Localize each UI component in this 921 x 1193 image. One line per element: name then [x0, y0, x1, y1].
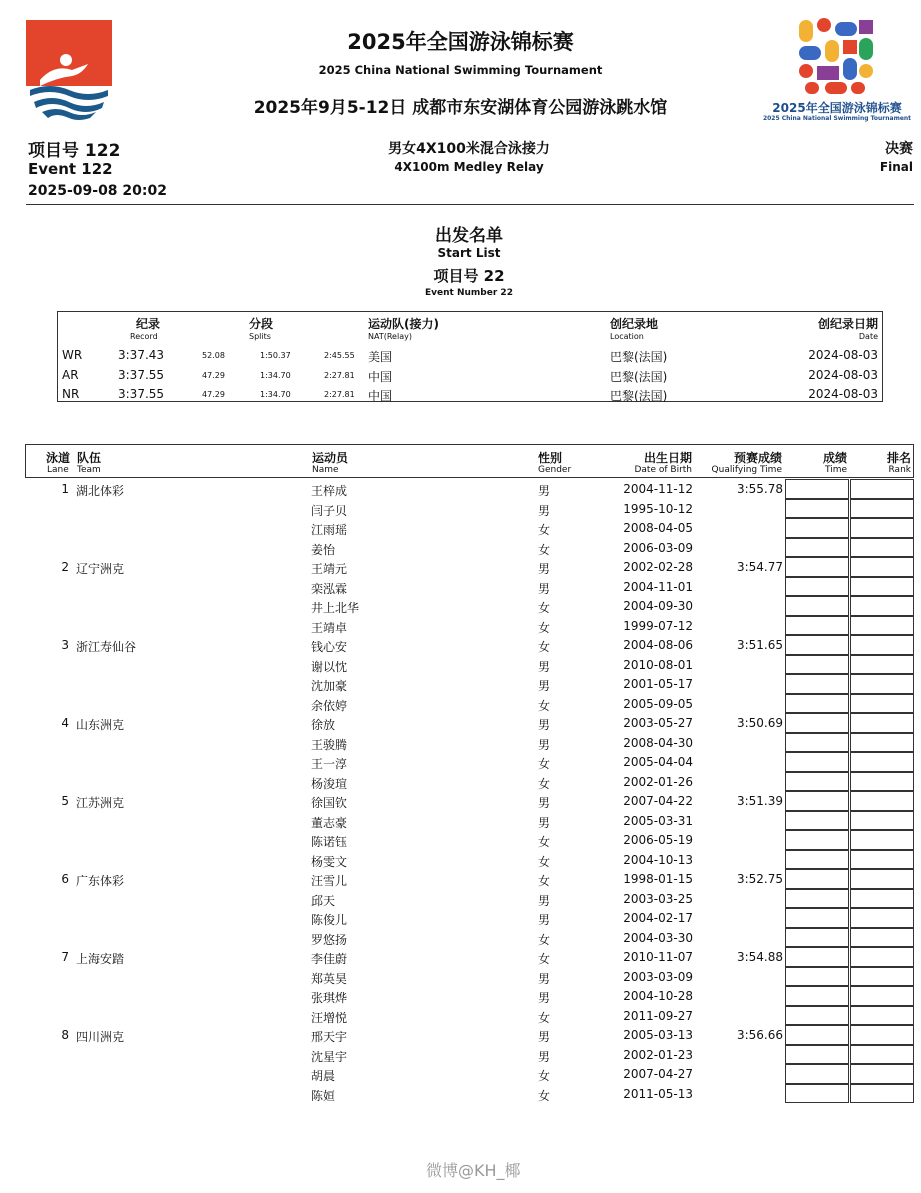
time-entry-box	[785, 616, 849, 636]
time-entry-box	[785, 577, 849, 597]
team-name: 山东洲克	[76, 718, 125, 732]
time-entry-box	[785, 811, 849, 831]
swimmer-name: 杨浚瑄	[311, 776, 348, 791]
rank-entry-box	[850, 1006, 914, 1026]
swimmer-gender: 女	[538, 1088, 551, 1103]
event-number-cn: 项目号 122	[28, 141, 121, 161]
team-row	[25, 557, 914, 635]
swimmer-name: 王靖卓	[311, 620, 348, 635]
swimmer-dob: 2002-01-23	[623, 1047, 693, 1062]
swimmer-gender: 男	[538, 1049, 551, 1064]
team-row	[25, 869, 914, 947]
record-nat: 中国	[368, 369, 393, 384]
swimmer-dob: 2003-03-09	[623, 969, 693, 984]
qualifying-time: 3:56.66	[736, 1028, 783, 1042]
record-split-50: 47.29	[202, 370, 225, 380]
swimmer-gender: 男	[538, 718, 551, 732]
rank-entry-box	[850, 1064, 914, 1084]
round-cn: 决赛	[885, 141, 913, 157]
swimmer-name: 杨雯文	[311, 854, 348, 869]
swimmer-gender: 女	[538, 640, 551, 654]
record-nat: 美国	[368, 350, 393, 364]
rank-entry-box	[850, 830, 914, 850]
swimmer-name: 徐放	[311, 718, 336, 732]
rank-entry-box	[850, 674, 914, 694]
header-dob: 出生日期	[643, 451, 692, 465]
record-split-150: 2:27.81	[324, 370, 355, 380]
time-entry-box	[785, 1006, 849, 1026]
record-type: WR	[62, 348, 83, 362]
lane-number: 3	[61, 638, 69, 652]
swimmer-name: 张琪烨	[311, 991, 348, 1005]
record-split-100: 1:50.37	[260, 351, 291, 360]
rank-entry-box	[850, 967, 914, 987]
rank-entry-box	[850, 791, 914, 811]
swimmer-gender: 男	[538, 796, 551, 810]
swimmer-dob: 2003-05-27	[623, 716, 693, 730]
swimmer-dob: 2006-05-19	[623, 833, 693, 847]
time-entry-box	[785, 694, 849, 714]
record-nat: 中国	[368, 389, 393, 403]
time-entry-box	[785, 713, 849, 733]
swimmer-gender: 男	[538, 991, 551, 1005]
time-entry-box	[785, 967, 849, 987]
swimmer-gender: 女	[538, 854, 551, 869]
time-entry-box	[785, 479, 849, 499]
rank-entry-box	[850, 889, 914, 909]
qualifying-time: 3:50.69	[736, 716, 783, 730]
rank-entry-box	[850, 694, 914, 714]
records-header-location: 创纪录地	[610, 317, 659, 331]
time-entry-box	[785, 869, 849, 889]
records-header-record-en: Record	[130, 332, 158, 341]
tournament-title-cn: 2025年全国游泳锦标赛	[347, 30, 574, 54]
swimmer-dob: 2004-09-30	[623, 599, 693, 613]
swimmer-dob: 2001-05-17	[623, 677, 693, 691]
swimmer-gender: 女	[538, 698, 551, 713]
record-type: AR	[62, 367, 79, 382]
time-entry-box	[785, 889, 849, 909]
rank-entry-box	[850, 499, 914, 519]
swimmer-name: 钱心安	[311, 640, 348, 654]
header-divider	[26, 204, 914, 205]
team-name: 上海安踏	[76, 952, 125, 966]
swimmer-name: 栾泓霖	[311, 581, 348, 596]
swimmer-gender: 女	[538, 757, 551, 771]
swimmer-gender: 男	[538, 679, 551, 693]
record-date: 2024-08-03	[808, 387, 878, 401]
lane-number: 7	[61, 950, 69, 964]
time-entry-box	[785, 655, 849, 675]
rank-entry-box	[850, 616, 914, 636]
swimmer-name: 徐国钦	[311, 796, 348, 810]
weibo-watermark: 微博@KH_椰	[426, 1161, 521, 1180]
swimmer-gender: 女	[538, 523, 551, 537]
swimmer-gender: 男	[538, 581, 551, 596]
qualifying-time: 3:51.39	[736, 794, 783, 808]
swimmer-gender: 女	[538, 542, 551, 557]
header-qualifying-time-en: Qualifying Time	[711, 465, 782, 475]
swimmer-name: 陈俊儿	[311, 913, 348, 927]
swimmer-name: 王一淳	[311, 757, 348, 771]
swimmer-gender: 男	[538, 893, 551, 908]
record-split-150: 2:45.55	[324, 351, 355, 360]
record-date: 2024-08-03	[808, 367, 878, 382]
record-type: NR	[62, 387, 80, 401]
swimmer-gender: 男	[538, 737, 551, 752]
record-location: 巴黎(法国)	[610, 350, 668, 364]
time-entry-box	[785, 772, 849, 792]
swimmer-name: 汪雪儿	[311, 874, 348, 888]
time-entry-box	[785, 850, 849, 870]
swimmer-name: 井上北华	[311, 601, 360, 615]
swimmer-dob: 1995-10-12	[623, 501, 693, 516]
rank-entry-box	[850, 635, 914, 655]
header-rank-en: Rank	[888, 465, 911, 475]
tournament-mosaic-logo-icon	[797, 18, 877, 96]
qualifying-time: 3:55.78	[736, 482, 783, 496]
team-name: 江苏洲克	[76, 796, 125, 810]
records-table	[57, 311, 883, 402]
round-en: Final	[879, 160, 913, 174]
rank-entry-box	[850, 538, 914, 558]
time-entry-box	[785, 1084, 849, 1104]
time-entry-box	[785, 635, 849, 655]
rank-entry-box	[850, 557, 914, 577]
rank-entry-box	[850, 733, 914, 753]
time-entry-box	[785, 538, 849, 558]
rank-entry-box	[850, 752, 914, 772]
swimmer-name: 汪增悦	[311, 1010, 348, 1025]
header-team-en: Team	[77, 465, 101, 475]
header-time-en: Time	[824, 465, 847, 475]
swimmer-name: 江雨瑶	[311, 523, 348, 537]
swimmer-name: 郑英昊	[311, 971, 348, 986]
start-list-header	[25, 444, 914, 478]
time-entry-box	[785, 733, 849, 753]
records-header-record: 纪录	[136, 317, 161, 331]
time-entry-box	[785, 830, 849, 850]
swimmer-name: 罗悠扬	[311, 932, 348, 947]
swimmer-dob: 2004-08-06	[623, 638, 693, 652]
record-time: 3:37.43	[118, 348, 165, 362]
rank-entry-box	[850, 596, 914, 616]
rank-entry-box	[850, 869, 914, 889]
rank-entry-box	[850, 850, 914, 870]
header-gender-en: Gender	[538, 465, 572, 475]
team-row	[25, 479, 914, 557]
swimmer-gender: 男	[538, 562, 551, 576]
time-entry-box	[785, 928, 849, 948]
rank-entry-box	[850, 772, 914, 792]
qualifying-time: 3:54.88	[736, 950, 783, 964]
swimmer-gender: 女	[538, 1010, 551, 1025]
header-name: 运动员	[312, 451, 349, 465]
rank-entry-box	[850, 928, 914, 948]
records-header-location-en: Location	[610, 332, 644, 341]
swimmer-gender: 男	[538, 659, 551, 674]
swimmer-name: 王靖元	[311, 562, 348, 576]
record-time: 3:37.55	[118, 367, 165, 382]
records-header-nat: 运动队(接力)	[368, 317, 439, 331]
logo-caption-en: 2025 China National Swimming Tournament	[762, 115, 912, 122]
swimmer-name: 胡晨	[311, 1069, 336, 1083]
lane-number: 8	[61, 1028, 69, 1042]
time-entry-box	[785, 986, 849, 1006]
lane-number: 1	[61, 482, 69, 496]
record-split-50: 52.08	[202, 351, 225, 360]
header-name-en: Name	[312, 465, 339, 475]
event-number-title-en: Event Number 22	[425, 288, 513, 298]
team-row	[25, 713, 914, 791]
swimmer-dob: 2006-03-09	[623, 540, 693, 555]
team-name: 湖北体彩	[76, 484, 125, 498]
record-date: 2024-08-03	[808, 348, 878, 362]
swimmer-dob: 2011-09-27	[623, 1008, 693, 1023]
swimmer-gender: 男	[538, 815, 551, 830]
swimmer-dob: 2008-04-05	[623, 521, 693, 535]
time-entry-box	[785, 752, 849, 772]
start-list-table	[25, 444, 914, 1103]
swimmer-dob: 2004-10-28	[623, 989, 693, 1003]
team-name: 辽宁洲克	[76, 562, 125, 576]
time-entry-box	[785, 1064, 849, 1084]
swimmer-dob: 2007-04-27	[623, 1067, 693, 1081]
record-split-150: 2:27.81	[324, 390, 355, 399]
swimmer-dob: 2004-03-30	[623, 930, 693, 945]
swimmer-name: 姜怡	[311, 542, 336, 557]
start-list-title-cn: 出发名单	[435, 226, 503, 246]
swimmer-dob: 2011-05-13	[623, 1086, 693, 1101]
lane-number: 6	[61, 872, 69, 886]
header-rank: 排名	[886, 451, 911, 465]
records-header-splits: 分段	[249, 317, 274, 331]
swimmer-dob: 2010-08-01	[623, 657, 693, 672]
rank-entry-box	[850, 986, 914, 1006]
swimmer-name: 邱天	[311, 893, 336, 908]
record-location: 巴黎(法国)	[610, 369, 668, 384]
swimmer-dob: 2002-02-28	[623, 560, 693, 574]
record-row	[58, 365, 882, 384]
swimmer-gender: 女	[538, 835, 551, 849]
time-entry-box	[785, 947, 849, 967]
swimmer-gender: 女	[538, 932, 551, 947]
swimmer-gender: 男	[538, 503, 551, 518]
swimmer-name: 董志豪	[311, 815, 348, 830]
swimmer-gender: 男	[538, 484, 551, 498]
header-team: 队伍	[77, 451, 102, 465]
record-split-50: 47.29	[202, 390, 225, 399]
swimmer-dob: 2004-11-12	[623, 482, 693, 496]
logo-caption-cn: 2025年全国游泳锦标赛	[772, 101, 902, 115]
record-row	[58, 345, 882, 364]
time-entry-box	[785, 499, 849, 519]
rank-entry-box	[850, 1084, 914, 1104]
header-gender: 性别	[538, 451, 563, 465]
record-split-100: 1:34.70	[260, 390, 291, 399]
time-entry-box	[785, 557, 849, 577]
team-row	[25, 1025, 914, 1103]
lane-number: 4	[61, 716, 69, 730]
lane-number: 2	[61, 560, 69, 574]
swimmer-dob: 2004-02-17	[623, 911, 693, 925]
qualifying-time: 3:54.77	[736, 560, 783, 574]
team-row	[25, 791, 914, 869]
swimmer-gender: 女	[538, 620, 551, 635]
records-header-date: 创纪录日期	[817, 317, 878, 331]
team-name: 浙江寿仙谷	[76, 640, 137, 654]
venue-date-line: 2025年9月5-12日 成都市东安湖体育公园游泳跳水馆	[253, 98, 668, 118]
swimmer-dob: 2002-01-26	[623, 774, 693, 789]
swimmer-dob: 2005-09-05	[623, 696, 693, 711]
time-entry-box	[785, 596, 849, 616]
time-entry-box	[785, 674, 849, 694]
record-row	[58, 384, 882, 403]
team-row	[25, 947, 914, 1025]
rank-entry-box	[850, 1045, 914, 1065]
swimmer-gender: 女	[538, 952, 551, 966]
rank-entry-box	[850, 655, 914, 675]
swimmer-dob: 1999-07-12	[623, 618, 693, 633]
record-time: 3:37.55	[118, 387, 165, 401]
time-entry-box	[785, 518, 849, 538]
swimmer-name: 沈加豪	[311, 679, 348, 693]
records-header-date-en: Date	[858, 332, 878, 341]
race-name-en: 4X100m Medley Relay	[394, 160, 544, 174]
lane-number: 5	[61, 794, 69, 808]
time-entry-box	[785, 908, 849, 928]
event-datetime: 2025-09-08 20:02	[28, 183, 167, 199]
swimmer-dob: 2008-04-30	[623, 735, 693, 750]
event-number-title-cn: 项目号 22	[433, 267, 505, 285]
swimmer-name: 陈姮	[311, 1088, 336, 1103]
rank-entry-box	[850, 713, 914, 733]
header-lane: 泳道	[46, 451, 71, 465]
swimmer-dob: 2004-11-01	[623, 579, 693, 594]
rank-entry-box	[850, 479, 914, 499]
qualifying-time: 3:51.65	[736, 638, 783, 652]
time-entry-box	[785, 1025, 849, 1045]
swimmer-name: 李佳蔚	[311, 952, 348, 966]
swimmer-dob: 2007-04-22	[623, 794, 693, 808]
swimmer-gender: 男	[538, 971, 551, 986]
swimmer-gender: 男	[538, 1030, 551, 1044]
start-list-title-en: Start List	[437, 246, 501, 260]
rank-entry-box	[850, 811, 914, 831]
swimmer-gender: 男	[538, 913, 551, 927]
swimmer-gender: 女	[538, 874, 551, 888]
swimmer-dob: 2004-10-13	[623, 852, 693, 867]
rank-entry-box	[850, 577, 914, 597]
race-name-cn: 男女4X100米混合泳接力	[388, 141, 550, 157]
rank-entry-box	[850, 947, 914, 967]
records-header-splits-en: Splits	[249, 332, 271, 341]
header-qualifying-time: 预赛成绩	[733, 451, 782, 465]
swimmer-gender: 女	[538, 601, 551, 615]
team-name: 四川洲克	[76, 1030, 125, 1044]
records-header-nat-en: NAT(Relay)	[368, 332, 412, 341]
swimmer-name: 余依婷	[311, 698, 348, 713]
team-row	[25, 635, 914, 713]
header-time: 成绩	[822, 451, 847, 465]
swimmer-dob: 2010-11-07	[623, 950, 693, 964]
header-dob-en: Date of Birth	[634, 465, 692, 475]
swimmer-dob: 1998-01-15	[623, 872, 693, 886]
swimmer-name: 谢以忱	[311, 659, 348, 674]
header-lane-en: Lane	[47, 465, 69, 475]
swimmer-gender: 女	[538, 1069, 551, 1083]
swimmer-dob: 2005-03-13	[623, 1028, 693, 1042]
qualifying-time: 3:52.75	[736, 872, 783, 886]
swimmer-name: 陈诺钰	[311, 835, 348, 849]
time-entry-box	[785, 791, 849, 811]
tournament-title-en: 2025 China National Swimming Tournament	[318, 63, 603, 77]
swimmer-dob: 2005-03-31	[623, 813, 693, 828]
team-name: 广东体彩	[76, 874, 125, 888]
record-split-100: 1:34.70	[260, 370, 291, 380]
time-entry-box	[785, 1045, 849, 1065]
swimmer-name: 邢天宇	[311, 1030, 348, 1044]
swimmer-dob: 2005-04-04	[623, 755, 693, 769]
swimmer-name: 王梓成	[311, 484, 348, 498]
event-number-en: Event 122	[28, 160, 113, 178]
rank-entry-box	[850, 1025, 914, 1045]
swimmer-name: 王骏腾	[311, 737, 348, 752]
swimmer-name: 沈星宇	[311, 1049, 348, 1064]
swimmer-dob: 2003-03-25	[623, 891, 693, 906]
record-location: 巴黎(法国)	[610, 389, 668, 403]
swimmer-gender: 女	[538, 776, 551, 791]
rank-entry-box	[850, 518, 914, 538]
rank-entry-box	[850, 908, 914, 928]
swimmer-name: 闫子贝	[311, 503, 348, 518]
